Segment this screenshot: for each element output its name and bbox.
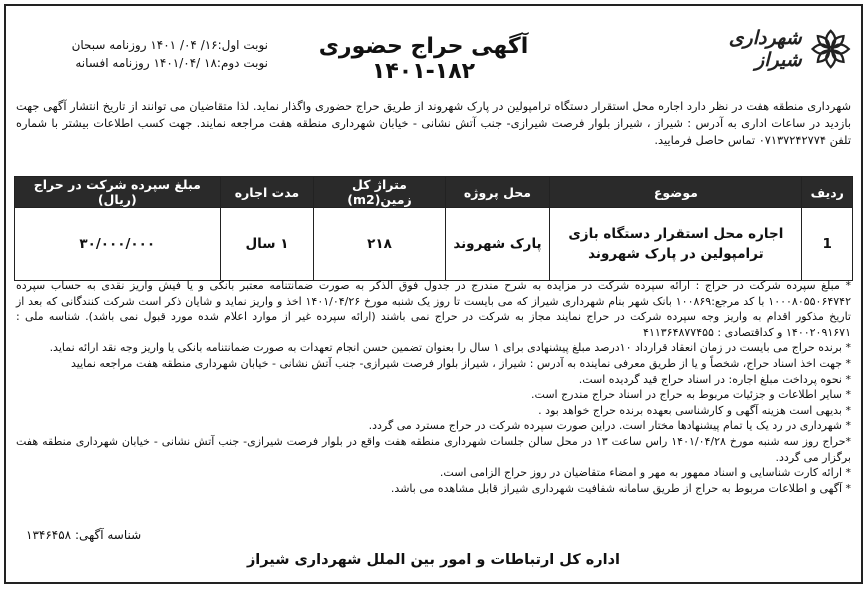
publication-line: نوبت اول:۱۶/ ۰۴/ ۱۴۰۱ روزنامه سبحان [71, 38, 268, 52]
publication-line: نوبت دوم:۱۸ /۱۴۰۱/۰۴ روزنامه افسانه [75, 56, 268, 70]
row-area: ۲۱۸ [314, 208, 445, 281]
term-item: * بدیهی است هزینه آگهی و کارشناسی بعهده برنده حراج خواهد بود . [538, 403, 851, 417]
notice-header [6, 6, 861, 92]
header-area: متراژ کل زمین(m2) [314, 177, 445, 208]
header-row-number: ردیف [802, 177, 853, 208]
notice-title: آگهی حراج حضوری ۱۸۲-۱۴۰۱ [318, 34, 529, 84]
table-row [15, 208, 853, 281]
header-duration: مدت اجاره [220, 177, 314, 208]
row-location: پارک شهروند [445, 208, 550, 281]
intro-paragraph: شهرداری منطقه هفت در نظر دارد اجاره محل استقرار دستگاه ترامپولین در پارک شهروند از طریق حراج حضوری واگذار نماید. لذا متقاضیان می توانند از تاریخ انتشار آگهی جهت بازدید در ساعات اداری به آدرس : شیراز ، شیراز بلوار فرصت شیرازی- جنب آتش نشانی - خیابان شهرداری منطقه هفت مراجعه نمایند. جهت کسب اطلاعات بیشتر با شماره تلفن ۰۷۱۳۷۲۴۲۷۷۴ تماس حاصل فرمایید. [16, 99, 851, 147]
row-duration: ۱ سال [220, 208, 314, 281]
row-subject: اجاره محل استقرار دستگاه بازی ترامپولین در پارک شهروند [550, 208, 802, 281]
term-item: * نحوه پرداخت مبلغ اجاره: در اسناد حراج قید گردیده است. [578, 372, 851, 386]
header-subject: موضوع [550, 177, 802, 208]
ad-id: شناسه آگهی: ۱۳۴۶۴۵۸ [26, 528, 142, 542]
term-item: * سایر اطلاعات و جزئیات مربوط به حراج در اسناد حراج مندرج است. [531, 388, 851, 402]
row-number: 1 [802, 208, 853, 281]
flower-emblem-icon [808, 20, 853, 78]
issuer-signature: اداره کل ارتباطات و امور بین الملل شهرداری شیراز [246, 552, 621, 568]
term-item: *حراج روز سه شنبه مورخ ۱۴۰۱/۰۴/۲۸ راس ساعت ۱۳ در محل سالن جلسات شهرداری منطقه هفت واقع در بلوار فرصت شیرازی- جنب آتش نشانی - خیابان شهرداری منطقه هفت برگزار می گردد. [16, 434, 851, 464]
header-deposit: مبلغ سپرده شرکت در حراج (ریال) [15, 177, 221, 208]
terms-list [16, 278, 851, 496]
auction-notice [4, 4, 863, 584]
table-header-row [15, 177, 853, 208]
row-deposit: ۳۰/۰۰۰/۰۰۰ [15, 208, 221, 281]
header-location: محل پروژه [445, 177, 550, 208]
term-item: * جهت اخذ اسناد حراج، شخصاً و یا از طریق معرفی نماینده به آدرس : شیراز ، شیراز بلوار فرصت شیرازی- جنب آتش نشانی - خیابان شهرداری منطقه هفت مراجعه نمایید [71, 356, 851, 370]
term-item: * شهرداری در رد یک یا تمام پیشنهادها مختار است. دراین صورت سپرده شرکت در حراج مسترد می گردد. [368, 419, 851, 433]
auction-items-table [14, 176, 853, 281]
municipality-logo [703, 14, 853, 84]
term-item: * ارائه کارت شناسایی و اسناد ممهور به مهر و امضاء متقاضیان در روز حراج الزامی است. [439, 466, 851, 480]
logo-text: شهرداری شیراز [728, 27, 802, 71]
term-item: * برنده حراج می بایست در زمان انعقاد قرارداد ۱۰درصد مبلغ پیشنهادی برای ۱ سال را بعنوان تضمین حسن انجام تعهدات به صورت ضمانتنامه بانکی یا واریز وجه نقد ارائه نماید. [49, 341, 851, 355]
publication-info [18, 36, 268, 72]
term-item: * آگهی و اطلاعات مربوط به حراج از طریق سامانه شفافیت شهرداری شیراز قابل مشاهده می باشد. [390, 481, 851, 495]
term-item: * مبلغ سپرده شرکت در حراج : ارائه سپرده شرکت در مزایده به شرح مندرج در جدول فوق الذکر به صورت ضمانتنامه معتبر بانکی و یا فیش واریز نقدی به حساب سپرده ۱۰۰۰۸۰۵۵۰۶۴۷۴۲ با کد مرجع:۱۰۰۸۶۹ بانک شهر بنام شهرداری شیراز که می بایست تا روز یک شنبه مورخ ۱۴۰۱/۰۴/۲۶ اخذ و واریز نماید و شایان ذکر است شرکت کنندگانی که بعد از تاریخ مذکور اقدام به واریز وجه سپرده شرکت در حراج نمایند مجاز به شرکت در حراج نمی باشند (ارائه سپرده غیر از موارد اعلام شده مورد قبول نمی باشد). شناسه ملی : ۱۴۰۰۲۰۹۱۶۷۱ و کداقتصادی : ۴۱۱۳۶۴۸۷۷۴۵۵ [16, 279, 851, 339]
